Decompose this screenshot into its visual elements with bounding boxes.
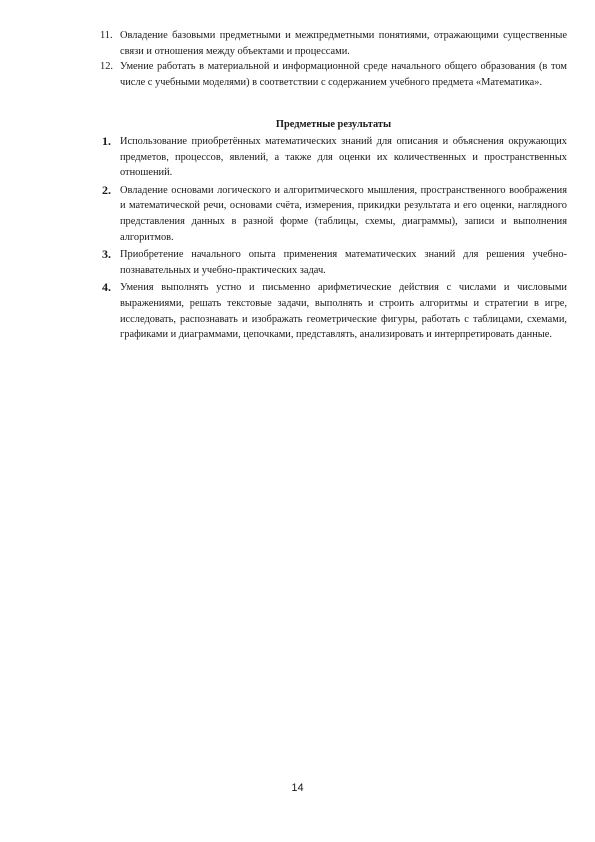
result-item-number: 2. [102,182,111,197]
page-number: 14 [291,782,304,794]
list-item-text: Овладение базовыми предметными и межпредметными понятиями, отражающими существенные связи и отношения между объектами и процессами. [120,30,567,57]
subject-results-list [100,134,567,345]
result-item-1 [100,134,567,181]
result-item-text: Умения выполнять устно и письменно арифметические действия с числами и числовыми выражениями, решать текстовые задачи, выполнять и строить алгоритмы и стратегии в игре, исследовать, распознавать и изображать геометрические фигуры, работать с таблицами, схемами, графиками и диаграммами, цепочками, представлять, анализировать и интерпретировать данные. [120,282,567,341]
list-item-text: Умение работать в материальной и информационной среде начального общего образования (в том числе с учебными моделями) в соответствии с содержанием учебного предмета «Математика». [120,61,567,88]
list-item-11 [100,28,567,59]
result-item-number: 4. [102,280,111,295]
result-item-3 [100,247,567,278]
result-item-text: Приобретение начального опыта применения математических знаний для решения учебно-познавательных и учебно-практических задач. [120,249,567,276]
result-item-number: 1. [102,134,111,148]
list-item-number: 11. [100,30,113,41]
result-item-text: Использование приобретённых математических знаний для описания и объяснения окружающих предметов, процессов, явлений, а также для оценки их количественных и пространственных отношений. [120,136,567,179]
result-item-4 [100,280,567,342]
metasubject-list-continued [100,28,567,90]
result-item-text: Овладение основами логического и алгоритмического мышления, пространственного воображения и математической речи, основами счёта, измерения, прикидки результата и его оценки, наглядного представления данных в разной форме (таблицы, схемы, диаграммы), записи и выполнения алгоритмов. [120,184,567,243]
list-item-number: 12. [100,61,113,73]
section-heading: Предметные результаты [275,119,392,130]
list-item-12 [100,59,567,90]
result-item-number: 3. [102,247,111,262]
result-item-2 [100,183,567,245]
